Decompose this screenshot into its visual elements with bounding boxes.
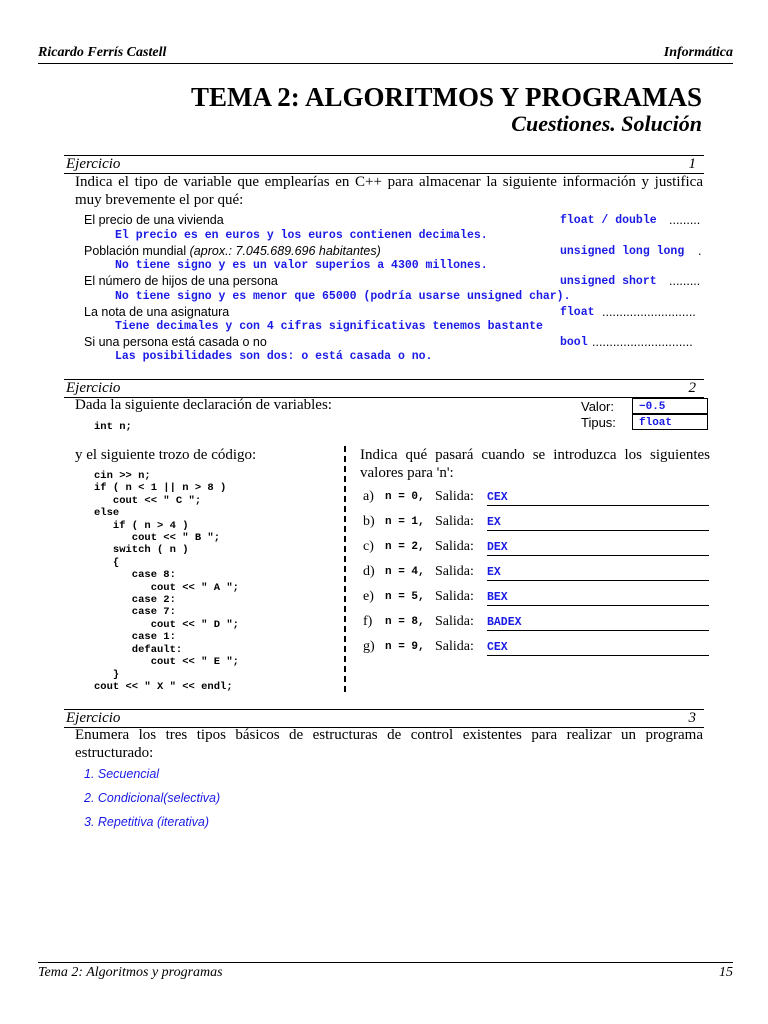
output-row: g) n = 9, Salida: CEX: [363, 639, 709, 657]
exercise-label: Ejercicio: [66, 710, 121, 726]
solution-text: Las posibilidades son dos: o está casada o no.: [115, 350, 433, 363]
exercise-1-header: [64, 155, 704, 174]
valor-label: Valor:: [581, 399, 614, 414]
output-result: CEX: [487, 641, 709, 656]
tipus-box: float: [632, 414, 708, 430]
output-row: a) n = 0, Salida: CEX: [363, 489, 709, 507]
question-label: El número de hijos de una persona: [84, 274, 278, 288]
dot-leader: ...........................: [602, 305, 696, 319]
question-label: La nota de una asignatura: [84, 305, 230, 319]
variable-declaration: int n;: [94, 421, 132, 433]
exercise-label: Ejercicio: [66, 380, 121, 396]
question-row: [84, 274, 704, 290]
answer-item: 3. Repetitiva (iterativa): [84, 815, 210, 829]
answer-item: 2. Condicional(selectiva): [84, 791, 221, 805]
dot-leader: .: [698, 244, 702, 258]
output-row: e) n = 5, Salida: BEX: [363, 589, 709, 607]
exercise-number: 2: [688, 380, 696, 396]
exercise-number: 3: [688, 710, 696, 726]
footer-title: Tema 2: Algoritmos y programas: [38, 965, 223, 980]
output-result: EX: [487, 516, 709, 531]
output-result: CEX: [487, 491, 709, 506]
exercise-number: 1: [688, 156, 696, 172]
page-subtitle: Cuestiones. Solución: [511, 111, 702, 136]
answer-type: bool: [560, 336, 588, 349]
exercise-2-header: [64, 379, 704, 398]
question-row: [84, 213, 704, 229]
output-row: c) n = 2, Salida: DEX: [363, 539, 709, 557]
answer-type: unsigned short: [560, 275, 657, 288]
output-result: DEX: [487, 541, 709, 556]
code-intro: y el siguiente trozo de código:: [75, 447, 257, 463]
exercise-1-prompt: Indica el tipo de variable que emplearías en C++ para almacenar la siguiente información y justifica muy brevemente el por qué:: [75, 174, 703, 208]
subject-name: Informática: [663, 45, 733, 60]
column-divider: [344, 446, 346, 692]
solution-text: No tiene signo y es menor que 65000 (podría usarse unsigned char).: [115, 290, 571, 303]
question-label: El precio de una vivienda: [84, 213, 224, 227]
exercise-3-prompt: Enumera los tres tipos básicos de estructuras de control existentes para realizar un programa estructurado:: [75, 727, 703, 761]
solution-text: El precio es en euros y los euros contienen decimales.: [115, 229, 488, 242]
output-row: d) n = 4, Salida: EX: [363, 564, 709, 582]
author-name: Ricardo Ferrís Castell: [38, 45, 167, 60]
code-snippet: cin >> n; if ( n < 1 || n > 8 ) cout << " C "; else if ( n > 4 ) cout << " B "; switch ( n ) { case 8: cout << " A "; case 2: case 7: cout << " D "; case 1: default: cout << " E "; } cout << " X " << endl;: [94, 470, 239, 693]
output-result: EX: [487, 566, 709, 581]
answer-type: unsigned long long: [560, 245, 685, 258]
page-title: TEMA 2: ALGORITMOS Y PROGRAMAS: [190, 82, 702, 112]
output-result: BEX: [487, 591, 709, 606]
output-row: b) n = 1, Salida: EX: [363, 514, 709, 532]
answer-type: float / double: [560, 214, 657, 227]
dot-leader: .............................: [592, 335, 693, 349]
question-label: Si una persona está casada o no: [84, 335, 267, 349]
page-footer: [38, 962, 733, 983]
question-row: [84, 244, 704, 260]
exercise-label: Ejercicio: [66, 156, 121, 172]
answer-type: float: [560, 306, 595, 319]
answer-item: 1. Secuencial: [84, 767, 160, 781]
dot-leader: .........: [669, 274, 701, 288]
question-label: Población mundial: [84, 244, 187, 258]
dot-leader: .........: [669, 213, 701, 227]
page-number: 15: [719, 965, 733, 980]
exercise-2-question: Indica qué pasará cuando se introduzca los siguientes valores para 'n':: [360, 447, 710, 481]
solution-text: Tiene decimales y con 4 cifras significativas tenemos bastante: [115, 320, 543, 333]
output-row: f) n = 8, Salida: BADEX: [363, 614, 709, 632]
exercise-2-prompt: Dada la siguiente declaración de variables:: [75, 397, 332, 413]
question-row: [84, 335, 704, 351]
page-header: [38, 43, 733, 64]
question-note: (aprox.: 7.045.689.696 habitantes): [189, 244, 381, 258]
output-result: BADEX: [487, 616, 709, 631]
question-row: [84, 305, 704, 321]
solution-text: No tiene signo y es un valor superios a 4300 millones.: [115, 259, 488, 272]
valor-box: −0.5: [632, 398, 708, 414]
tipus-label: Tipus:: [581, 415, 616, 430]
